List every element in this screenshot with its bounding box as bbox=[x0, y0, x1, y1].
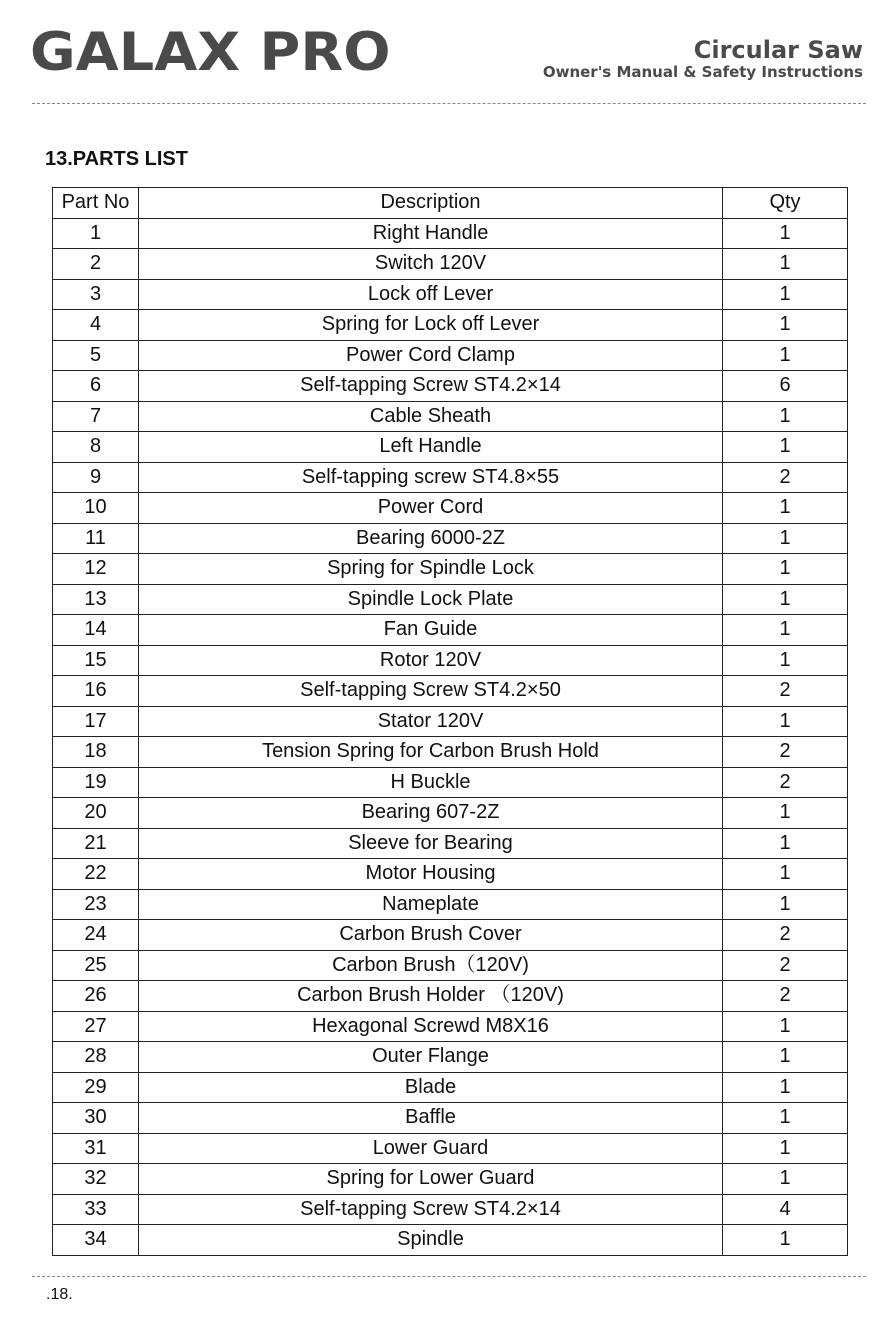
table-row bbox=[53, 1042, 848, 1073]
cell-qty: 1 bbox=[723, 1164, 848, 1195]
cell-description: Lock off Lever bbox=[139, 279, 723, 310]
table-row bbox=[53, 1164, 848, 1195]
table-row bbox=[53, 340, 848, 371]
cell-part-no: 13 bbox=[53, 584, 139, 615]
cell-description: Sleeve for Bearing bbox=[139, 828, 723, 859]
cell-description: Motor Housing bbox=[139, 859, 723, 890]
manual-subtitle: Owner's Manual & Safety Instructions bbox=[542, 63, 863, 81]
cell-qty: 1 bbox=[723, 493, 848, 524]
cell-part-no: 29 bbox=[53, 1072, 139, 1103]
cell-qty: 1 bbox=[723, 584, 848, 615]
cell-qty: 1 bbox=[723, 310, 848, 341]
cell-part-no: 34 bbox=[53, 1225, 139, 1256]
table-row bbox=[53, 493, 848, 524]
table-row bbox=[53, 462, 848, 493]
cell-part-no: 9 bbox=[53, 462, 139, 493]
cell-description: Carbon Brush Holder （120V) bbox=[139, 981, 723, 1012]
cell-description: Bearing 607-2Z bbox=[139, 798, 723, 829]
cell-qty: 1 bbox=[723, 706, 848, 737]
table-row bbox=[53, 1072, 848, 1103]
table-row bbox=[53, 249, 848, 280]
cell-part-no: 23 bbox=[53, 889, 139, 920]
cell-description: Nameplate bbox=[139, 889, 723, 920]
table-row bbox=[53, 1103, 848, 1134]
cell-part-no: 19 bbox=[53, 767, 139, 798]
cell-qty: 2 bbox=[723, 767, 848, 798]
cell-part-no: 3 bbox=[53, 279, 139, 310]
cell-description: Spindle Lock Plate bbox=[139, 584, 723, 615]
cell-qty: 1 bbox=[723, 859, 848, 890]
cell-part-no: 24 bbox=[53, 920, 139, 951]
cell-description: Baffle bbox=[139, 1103, 723, 1134]
cell-part-no: 30 bbox=[53, 1103, 139, 1134]
cell-qty: 1 bbox=[723, 1011, 848, 1042]
cell-qty: 1 bbox=[723, 249, 848, 280]
cell-part-no: 27 bbox=[53, 1011, 139, 1042]
cell-description: H Buckle bbox=[139, 767, 723, 798]
cell-qty: 1 bbox=[723, 401, 848, 432]
product-title: Circular Saw bbox=[693, 36, 863, 64]
cell-part-no: 11 bbox=[53, 523, 139, 554]
cell-qty: 1 bbox=[723, 1072, 848, 1103]
table-row bbox=[53, 310, 848, 341]
document-title bbox=[543, 38, 863, 80]
cell-description: Right Handle bbox=[139, 218, 723, 249]
cell-part-no: 5 bbox=[53, 340, 139, 371]
cell-qty: 2 bbox=[723, 462, 848, 493]
cell-description: Spindle bbox=[139, 1225, 723, 1256]
cell-part-no: 2 bbox=[53, 249, 139, 280]
table-row bbox=[53, 401, 848, 432]
section-title: 13.PARTS LIST bbox=[45, 148, 188, 170]
cell-description: Fan Guide bbox=[139, 615, 723, 646]
cell-description: Carbon Brush（120V) bbox=[139, 950, 723, 981]
cell-description: Tension Spring for Carbon Brush Hold bbox=[139, 737, 723, 768]
table-row bbox=[53, 645, 848, 676]
cell-description: Left Handle bbox=[139, 432, 723, 463]
cell-description: Bearing 6000-2Z bbox=[139, 523, 723, 554]
cell-description: Spring for Lock off Lever bbox=[139, 310, 723, 341]
cell-description: Hexagonal Screwd M8X16 bbox=[139, 1011, 723, 1042]
table-header-row bbox=[53, 188, 848, 219]
cell-description: Self-tapping Screw ST4.2×50 bbox=[139, 676, 723, 707]
cell-qty: 1 bbox=[723, 645, 848, 676]
cell-description: Self-tapping screw ST4.8×55 bbox=[139, 462, 723, 493]
table-row bbox=[53, 859, 848, 890]
cell-description: Blade bbox=[139, 1072, 723, 1103]
table-row bbox=[53, 706, 848, 737]
cell-description: Power Cord Clamp bbox=[139, 340, 723, 371]
cell-description: Stator 120V bbox=[139, 706, 723, 737]
cell-part-no: 31 bbox=[53, 1133, 139, 1164]
cell-qty: 1 bbox=[723, 889, 848, 920]
cell-part-no: 20 bbox=[53, 798, 139, 829]
cell-qty: 6 bbox=[723, 371, 848, 402]
table-row bbox=[53, 615, 848, 646]
footer-divider bbox=[32, 1276, 866, 1277]
cell-qty: 1 bbox=[723, 554, 848, 585]
table-row bbox=[53, 371, 848, 402]
column-header-qty: Qty bbox=[723, 188, 848, 219]
cell-qty: 2 bbox=[723, 981, 848, 1012]
cell-part-no: 10 bbox=[53, 493, 139, 524]
cell-part-no: 28 bbox=[53, 1042, 139, 1073]
cell-qty: 1 bbox=[723, 523, 848, 554]
cell-part-no: 7 bbox=[53, 401, 139, 432]
table-row bbox=[53, 767, 848, 798]
cell-description: Cable Sheath bbox=[139, 401, 723, 432]
cell-description: Self-tapping Screw ST4.2×14 bbox=[139, 371, 723, 402]
cell-qty: 2 bbox=[723, 950, 848, 981]
table-row bbox=[53, 889, 848, 920]
cell-description: Power Cord bbox=[139, 493, 723, 524]
cell-qty: 2 bbox=[723, 920, 848, 951]
table-row bbox=[53, 828, 848, 859]
cell-qty: 1 bbox=[723, 432, 848, 463]
brand-logo: GALAX PRO bbox=[30, 22, 391, 83]
cell-qty: 1 bbox=[723, 1133, 848, 1164]
cell-part-no: 17 bbox=[53, 706, 139, 737]
cell-part-no: 14 bbox=[53, 615, 139, 646]
table-row bbox=[53, 279, 848, 310]
column-header-description: Description bbox=[139, 188, 723, 219]
cell-part-no: 18 bbox=[53, 737, 139, 768]
cell-part-no: 4 bbox=[53, 310, 139, 341]
cell-description: Carbon Brush Cover bbox=[139, 920, 723, 951]
table-row bbox=[53, 676, 848, 707]
table-row bbox=[53, 1194, 848, 1225]
cell-description: Self-tapping Screw ST4.2×14 bbox=[139, 1194, 723, 1225]
cell-part-no: 33 bbox=[53, 1194, 139, 1225]
cell-part-no: 12 bbox=[53, 554, 139, 585]
table-row bbox=[53, 920, 848, 951]
page-number: .18. bbox=[46, 1286, 73, 1303]
cell-part-no: 16 bbox=[53, 676, 139, 707]
cell-qty: 1 bbox=[723, 1042, 848, 1073]
cell-qty: 1 bbox=[723, 615, 848, 646]
table-row bbox=[53, 432, 848, 463]
table-row bbox=[53, 798, 848, 829]
cell-part-no: 25 bbox=[53, 950, 139, 981]
cell-part-no: 26 bbox=[53, 981, 139, 1012]
cell-qty: 4 bbox=[723, 1194, 848, 1225]
table-row bbox=[53, 1011, 848, 1042]
cell-qty: 2 bbox=[723, 676, 848, 707]
cell-part-no: 32 bbox=[53, 1164, 139, 1195]
table-row bbox=[53, 737, 848, 768]
header-divider bbox=[32, 103, 866, 104]
cell-qty: 1 bbox=[723, 279, 848, 310]
cell-description: Spring for Spindle Lock bbox=[139, 554, 723, 585]
table-row bbox=[53, 584, 848, 615]
table-row bbox=[53, 523, 848, 554]
cell-qty: 1 bbox=[723, 340, 848, 371]
table-row bbox=[53, 1133, 848, 1164]
cell-description: Rotor 120V bbox=[139, 645, 723, 676]
column-header-part-no: Part No bbox=[53, 188, 139, 219]
cell-part-no: 15 bbox=[53, 645, 139, 676]
cell-description: Outer Flange bbox=[139, 1042, 723, 1073]
cell-part-no: 22 bbox=[53, 859, 139, 890]
table-row bbox=[53, 1225, 848, 1256]
table-row bbox=[53, 981, 848, 1012]
parts-table bbox=[52, 187, 848, 1256]
cell-part-no: 1 bbox=[53, 218, 139, 249]
table-row bbox=[53, 554, 848, 585]
cell-part-no: 6 bbox=[53, 371, 139, 402]
cell-description: Switch 120V bbox=[139, 249, 723, 280]
cell-description: Spring for Lower Guard bbox=[139, 1164, 723, 1195]
table-row bbox=[53, 218, 848, 249]
cell-qty: 2 bbox=[723, 737, 848, 768]
cell-qty: 1 bbox=[723, 1103, 848, 1134]
cell-description: Lower Guard bbox=[139, 1133, 723, 1164]
cell-qty: 1 bbox=[723, 798, 848, 829]
cell-part-no: 21 bbox=[53, 828, 139, 859]
cell-qty: 1 bbox=[723, 1225, 848, 1256]
cell-part-no: 8 bbox=[53, 432, 139, 463]
table-row bbox=[53, 950, 848, 981]
cell-qty: 1 bbox=[723, 218, 848, 249]
cell-qty: 1 bbox=[723, 828, 848, 859]
